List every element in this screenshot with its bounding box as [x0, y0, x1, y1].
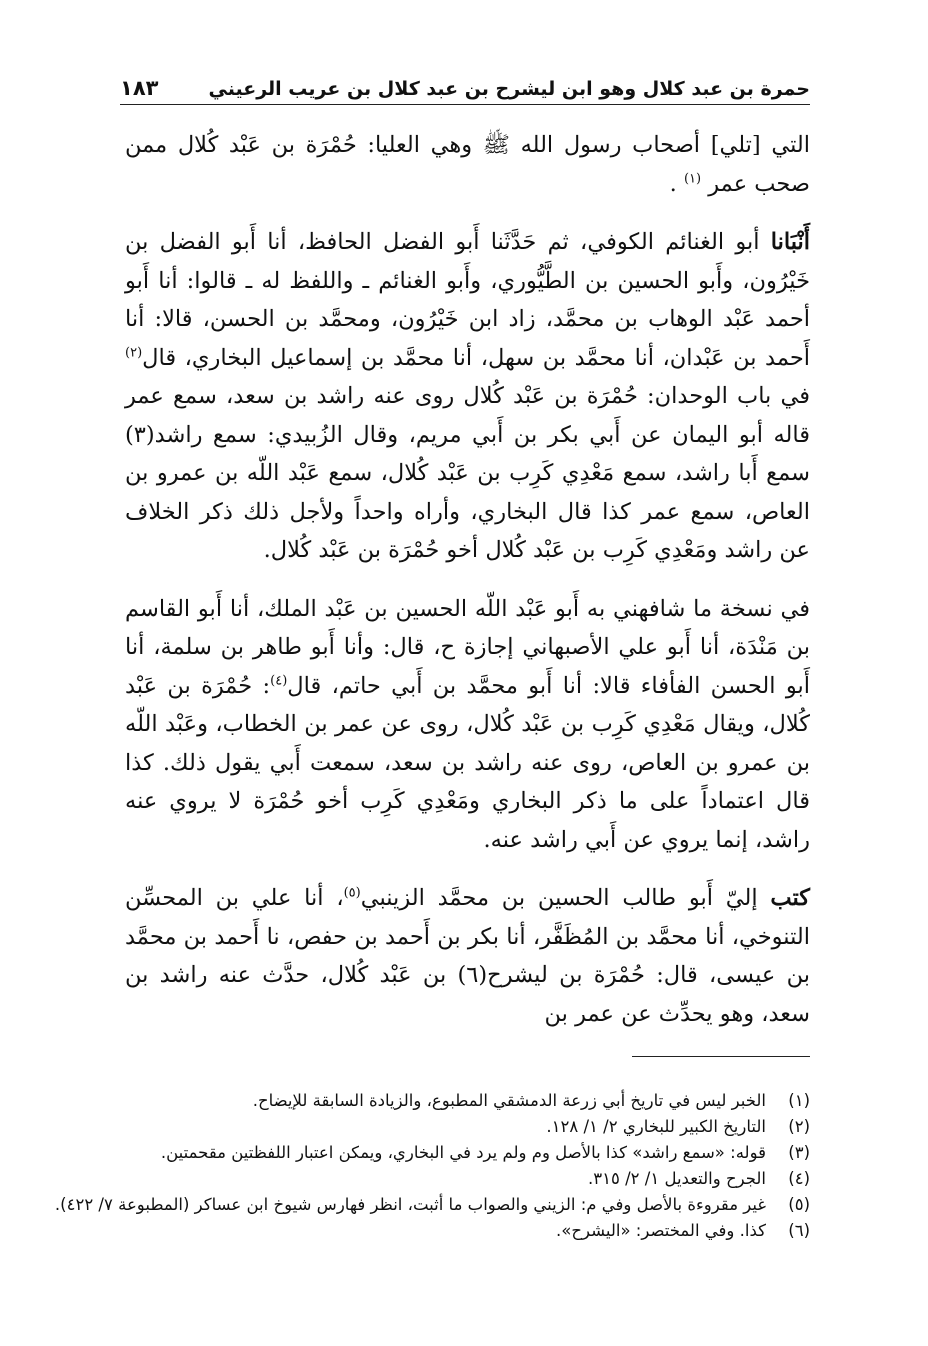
paragraph-tail: : حُمْرَة بن عَبْد كُلال، ويقال مَعْدِي كَرِب بن عَبْد كُلال، روى عن عمر بن الخطاب، وعَبْد اللّه بن عمرو بن العاص، روى عنه راشد بن سعد، سمعت أَبي يقول ذلك. كذا قال اعتماداً على ما ذكر البخاري ومَعْدِي كَرِب أخو حُمْرَة لا يروي عنه راشد، إنما يروي عن أَبي راشد عنه.: [125, 672, 810, 853]
footnote-text: الخبر ليس في تاريخ أبي زرعة الدمشقي المطبوع، والزيادة السابقة للإيضاح.: [252, 1091, 766, 1110]
paragraph-lead-word: كتب: [770, 885, 810, 911]
footnote-number: (١): [788, 1091, 810, 1110]
paragraph-1: [125, 126, 810, 203]
running-title: حمرة بن عبد كلال وهو ابن ليشرح بن عبد كلال بن عريب الرعيني: [208, 78, 810, 100]
footnotes: [54, 1088, 810, 1244]
paragraph-tail: في باب الوحدان: حُمْرَة بن عَبْد كُلال روى عنه راشد بن سعد، سمع عمر قاله أبو اليمان عن أَبي بكر بن أَبي مريم، وقال الزُبيدي: سمع راشد(٣) سمع أَبا راشد، سمع مَعْدِي كَرِب بن عَبْد كُلال، سمع عَبْد اللّه بن عمرو بن العاص، سمع عمر كذا قال البخاري، وأراه واحداً ولأجل ذلك ذكر الخلاف عن راشد ومَعْدِي كَرِب بن عَبْد كُلال أخو حُمْرَة بن عَبْد كُلال.: [125, 383, 810, 563]
paragraph-text: إليّ أَبو طالب الحسين بن محمَّد الزينبي: [360, 885, 758, 911]
footnote: [125, 1166, 810, 1192]
footnote-ref: (٢): [125, 345, 143, 360]
footnote-text: التاريخ الكبير للبخاري ٢/ ١/ ١٢٨.: [546, 1117, 766, 1136]
paragraph-text: التي [تلي] أصحاب رسول الله ﷺ وهي العليا: حُمْرَة بن عَبْد كُلال ممن صحب عمر: [125, 132, 810, 197]
footnote-number: (٢): [788, 1117, 810, 1136]
footnote: [125, 1114, 810, 1140]
footnote-number: (٥): [788, 1195, 810, 1214]
footnote-number: (٣): [788, 1143, 810, 1162]
footnote: [125, 1088, 810, 1114]
paragraph-2: [125, 223, 810, 570]
paragraph-tail: ، أنا علي بن المحسِّن التنوخي، أنا محمَّد بن المُظَفَّر، أنا بكر بن أَحمد بن حفص، نا أَحمد بن محمَّد بن عيسى، قال: حُمْرَة بن ليشرح(٦) بن عَبْد كُلال، حدَّث عنه راشد بن سعد، وهو يحدِّث عن عمر بن: [125, 885, 810, 1027]
paragraph-3: [125, 590, 810, 860]
footnote-text: الجرح والتعديل ١/ ٢/ ٣١٥.: [588, 1169, 766, 1188]
main-text: [125, 126, 810, 1053]
footnote-ref: (٥): [343, 885, 361, 901]
footnote-separator: [632, 1056, 810, 1057]
page-header: [120, 64, 810, 105]
footnote-text: كذا. وفي المختصر: «اليشرح».: [556, 1221, 766, 1240]
paragraph-4: [125, 879, 810, 1033]
footnote-number: (٤): [788, 1169, 810, 1188]
footnote-text: غير مقروءة بالأصل وفي م: الزيني والصواب ما أثبت، انظر فهارس شيوخ ابن عساكر (المطبوعة ٧/ ٤٢٢).: [54, 1195, 766, 1214]
footnote-text: قوله: «سمع راشد» كذا بالأصل وم ولم يرد في البخاري، ويمكن اعتبار اللفظتين مقحمتين.: [160, 1143, 766, 1162]
footnote: [125, 1218, 810, 1244]
paragraph-lead-word: أَنْبَانا: [770, 229, 810, 255]
paragraph-text: في نسخة ما شافهني به أَبو عَبْد اللّه الحسين بن عَبْد الملك، أنا أَبو القاسم بن مَنْدَة، أنا أَبو علي الأصبهاني إجازة ح، قال: وأنا أَبو طاهر بن سلمة، أنا أَبو الحسن الفأفاء قالا: أنا أَبو محمَّد بن أَبي حاتم، قال: [125, 595, 810, 699]
paragraph-text: أبو الغنائم الكوفي، ثم حَدَّثَنا أَبو الفضل الحافظ، أنا أَبو الفضل بن خَيْرُون، وأَبو الحسين بن الطَّيُّوري، وأَبو الغنائم ـ واللفظ له ـ قالوا: أنا أَبو أحمد عَبْد الوهاب بن محمَّد، زاد ابن خَيْرُون، ومحمَّد بن الحسن، قالا: أنا أَحمد بن عَبْدان، أنا محمَّد بن سهل، أنا محمَّد بن إسماعيل البخاري، قال: [125, 229, 810, 371]
footnote-ref: (١): [683, 171, 702, 186]
footnote-ref: (٤): [270, 673, 288, 688]
paragraph-tail: .: [669, 170, 677, 197]
footnote: [125, 1140, 810, 1166]
page-number: ١٨٣: [120, 76, 159, 100]
footnote: [54, 1192, 810, 1218]
footnote-number: (٦): [788, 1221, 810, 1240]
